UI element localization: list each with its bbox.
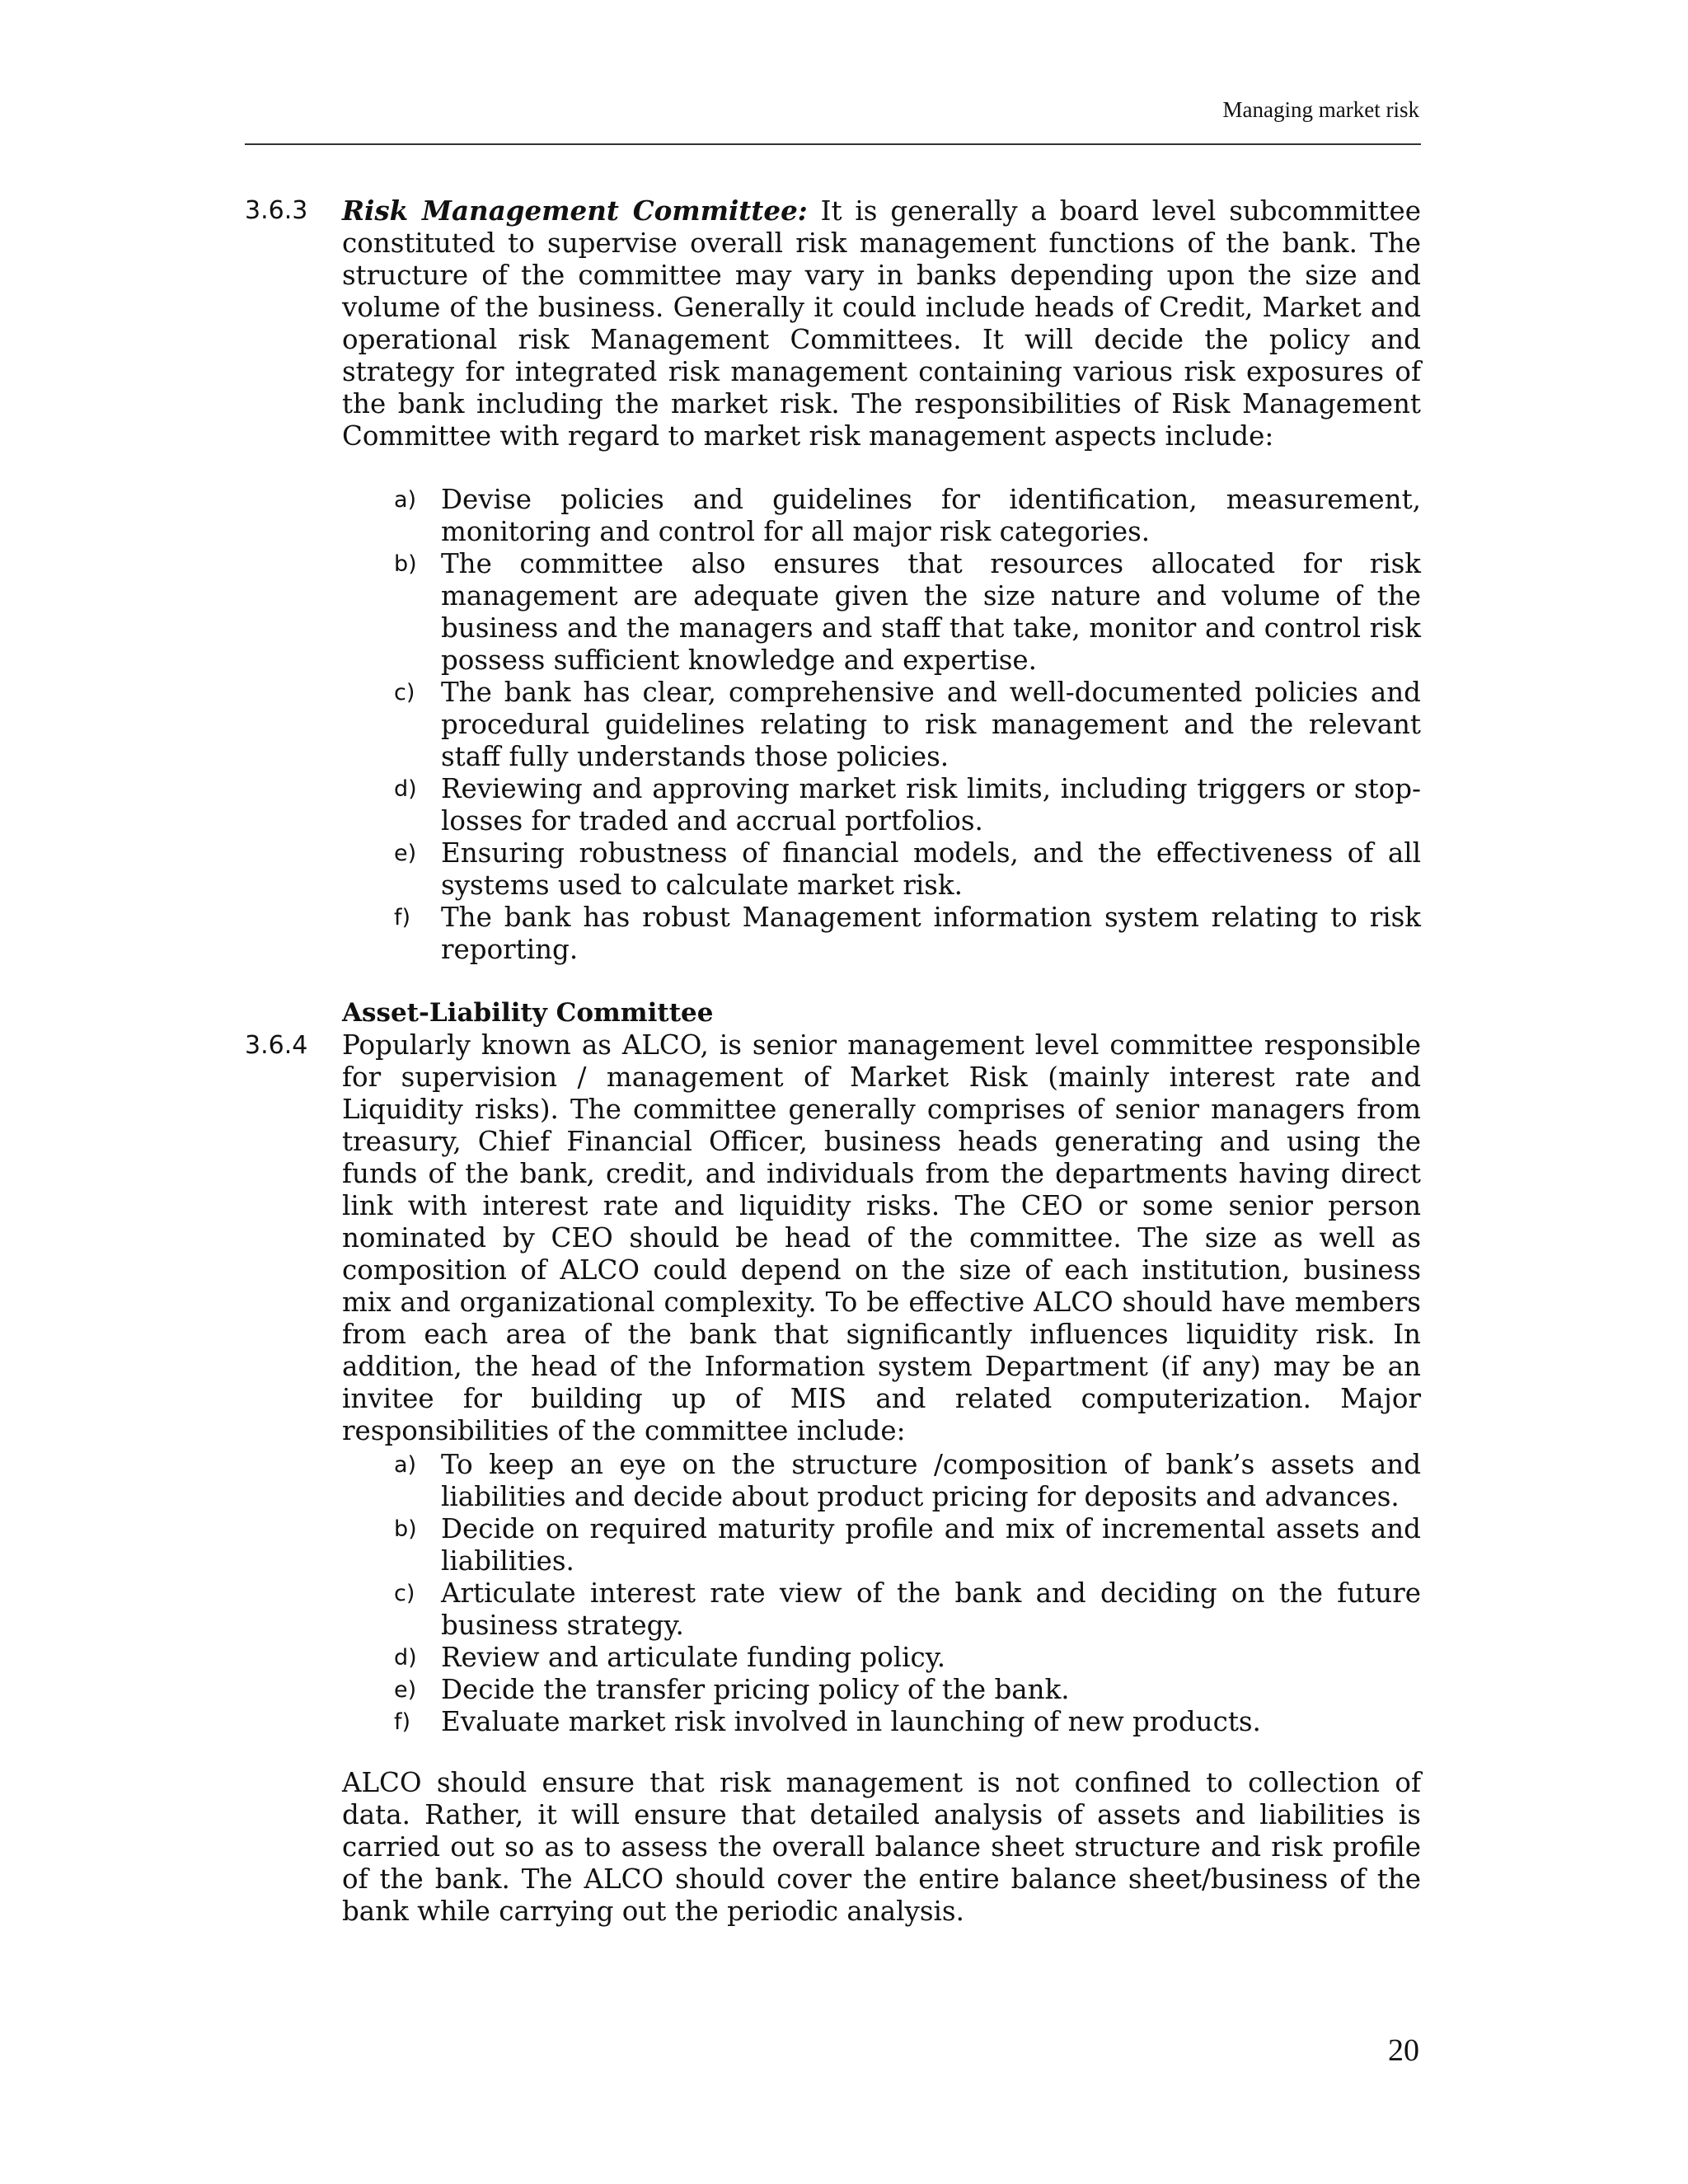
list-marker: c) — [394, 680, 415, 705]
risk-committee-responsibilities-list — [394, 484, 1421, 966]
list-item-text: Decide the transfer pricing policy of the bank. — [441, 1674, 1070, 1705]
list-marker: c) — [394, 1581, 415, 1606]
alco-responsibilities-list — [394, 1449, 1421, 1738]
list-item-text: Decide on required maturity profile and mix of incremental assets and liabilities. — [441, 1513, 1421, 1577]
header-rule — [245, 143, 1421, 145]
section-3-6-4 — [245, 997, 1421, 1447]
list-item-text: Review and articulate funding policy. — [441, 1642, 946, 1673]
list-item — [394, 1706, 1421, 1738]
list-item — [394, 1577, 1421, 1642]
list-marker: d) — [394, 1645, 417, 1671]
list-item-text: The bank has clear, comprehensive and well-documented policies and procedural guidelines relating to risk management and the relevant staff fully understands those policies. — [441, 677, 1421, 772]
list-marker: f) — [394, 1709, 411, 1735]
list-item-text: Devise policies and guidelines for identification, measurement, monitoring and control for all major risk categories. — [441, 484, 1421, 547]
closing-paragraph — [342, 1767, 1421, 1928]
list-marker: b) — [394, 551, 417, 577]
list-item — [394, 902, 1421, 966]
section-paragraph — [342, 1029, 1421, 1447]
list-item — [394, 1449, 1421, 1513]
section-text: Popularly known as ALCO, is senior management level committee responsible for supervision / management of Market Risk (mainly interest rate and Liquidity risks). The committee generally comprises of senior managers from treasury, Chief Financial Officer, business heads generating and using the funds of the bank, credit, and individuals from the departments having direct link with interest rate and liquidity risks. The CEO or some senior person nominated by CEO should be head of the committee. The size as well as composition of ALCO could depend on the size of each institution, business mix and organizational complexity. To be effective ALCO should have members from each area of the bank that significantly influences liquidity risk. In addition, the head of the Information system Department (if any) may be an invitee for building up of MIS and related computerization. Major responsibilities of the committee include: — [342, 1029, 1421, 1446]
list-item — [394, 1642, 1421, 1674]
list-item — [394, 1674, 1421, 1706]
list-item-text: To keep an eye on the structure /composition of bank’s assets and liabilities and decide about product pricing for deposits and advances. — [441, 1449, 1421, 1512]
list-marker: e) — [394, 1677, 417, 1703]
list-item-text: The committee also ensures that resources allocated for risk management are adequate given the size nature and volume of the business and the managers and staff that take, monitor and control risk possess sufficient knowledge and expertise. — [441, 548, 1421, 676]
section-text: It is generally a board level subcommittee constituted to supervise overall risk management functions of the bank. The structure of the committee may vary in banks depending upon the size and volume of the business. Generally it could include heads of Credit, Market and operational risk Management Committees. It will decide the policy and strategy for integrated risk management containing various risk exposures of the bank including the market risk. The responsibilities of Risk Management Committee with regard to market risk management aspects include: — [342, 195, 1421, 452]
list-marker: e) — [394, 841, 417, 866]
list-item-text: The bank has robust Management information system relating to risk reporting. — [441, 902, 1421, 965]
section-number: 3.6.3 — [245, 196, 308, 225]
list-marker: f) — [394, 905, 411, 930]
list-item — [394, 837, 1421, 902]
page-number: 20 — [1388, 2033, 1419, 2068]
section-3-6-3 — [245, 194, 1421, 452]
list-item — [394, 677, 1421, 773]
list-item — [394, 484, 1421, 548]
section-lead-title: Risk Management Committee: — [342, 194, 808, 227]
list-item — [394, 548, 1421, 677]
closing-text: ALCO should ensure that risk management is not confined to collection of data. Rather, it will ensure that detailed analysis of assets and liabilities is carried out so as to assess the overall balance sheet structure and risk profile of the bank. The ALCO should cover the entire balance sheet/business of the bank while carrying out the periodic analysis. — [342, 1767, 1421, 1927]
list-item-text: Ensuring robustness of financial models, and the effectiveness of all systems used to calculate market risk. — [441, 837, 1421, 901]
list-item-text: Evaluate market risk involved in launching of new products. — [441, 1706, 1261, 1737]
section-heading: Asset-Liability Committee — [342, 998, 714, 1028]
list-marker: b) — [394, 1516, 417, 1542]
section-number: 3.6.4 — [245, 1031, 308, 1060]
closing-paragraph-block — [245, 1767, 1421, 1928]
running-header: Managing market risk — [1222, 97, 1419, 122]
list-item — [394, 1513, 1421, 1577]
list-item — [394, 773, 1421, 837]
list-marker: a) — [394, 1452, 417, 1478]
list-marker: d) — [394, 776, 417, 802]
list-marker: a) — [394, 487, 417, 513]
list-item-text: Reviewing and approving market risk limits, including triggers or stop-losses for traded and accrual portfolios. — [441, 773, 1421, 837]
list-item-text: Articulate interest rate view of the bank and deciding on the future business strategy. — [441, 1577, 1421, 1641]
section-paragraph — [342, 194, 1421, 452]
